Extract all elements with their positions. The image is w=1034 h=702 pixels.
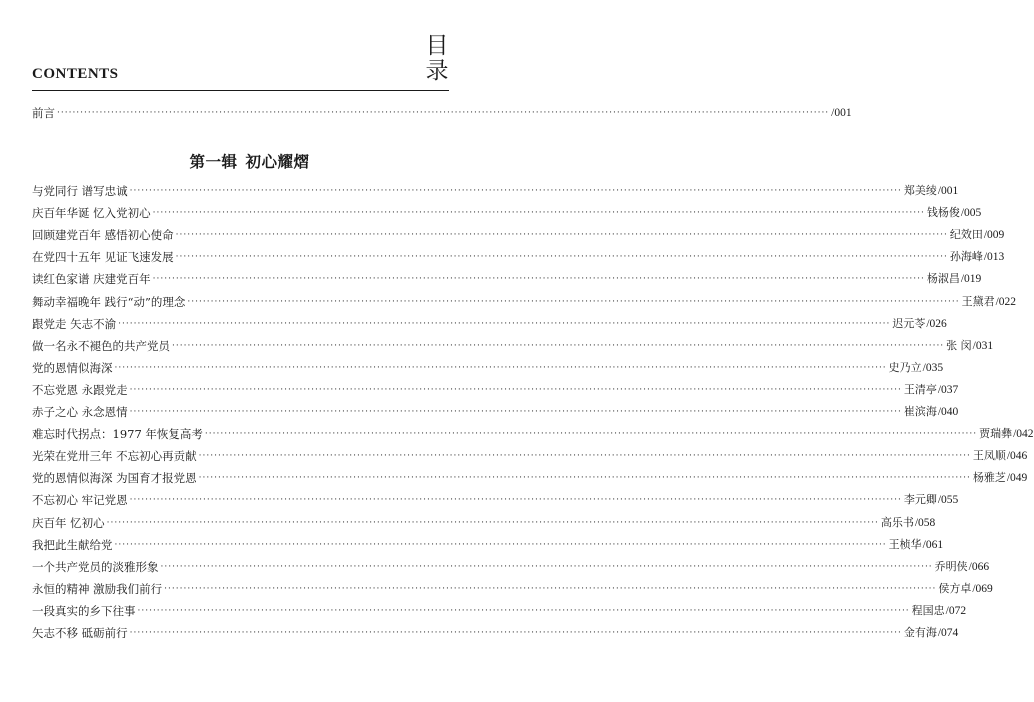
- toc-entry-title: 一段真实的乡下往事: [32, 603, 136, 618]
- toc-entry-title: 庆百年华诞 忆入党初心: [32, 206, 151, 221]
- toc-entry[interactable]: [32, 598, 967, 618]
- toc-entry[interactable]: [32, 355, 944, 375]
- toc-entry-author: 纪效田: [949, 228, 983, 242]
- toc-entry[interactable]: [32, 377, 959, 397]
- leader-dots: ········································································································································································································: [114, 362, 887, 373]
- leader-dots: ········································································································································································································: [129, 186, 902, 196]
- toc-entry-page: /069: [972, 582, 993, 595]
- toc-entry[interactable]: [32, 399, 959, 419]
- toc-entry-title: 我把此生献给党: [32, 537, 113, 552]
- toc-entry[interactable]: [32, 333, 994, 353]
- toc-entry-author: 杨淑昌: [926, 272, 960, 286]
- toc-entry-title: 庆百年 忆初心: [32, 515, 105, 530]
- toc-entry-author: 孙海峰: [949, 250, 983, 264]
- toc-entry[interactable]: [32, 554, 990, 574]
- toc-entry-page: /072: [945, 604, 967, 617]
- section-name: 初心耀熠: [245, 152, 310, 171]
- toc-entry[interactable]: [32, 465, 1028, 486]
- toc-entry[interactable]: [32, 289, 1017, 309]
- toc-entry[interactable]: [32, 311, 947, 331]
- leader-dots: ········································································································································································································: [204, 429, 978, 440]
- toc-entry-title: 在党四十五年 见证飞速发展: [32, 250, 174, 265]
- toc-entry-page: /031: [972, 339, 994, 352]
- leader-dots: ········································································································································································································: [198, 473, 971, 484]
- toc-entry-preface[interactable]: [32, 100, 852, 120]
- section-heading: [0, 150, 499, 172]
- toc-entry[interactable]: [32, 200, 982, 221]
- toc-entry-author: 金有海: [903, 626, 937, 639]
- toc-entry-title: 赤子之心 永念恩情: [32, 405, 128, 419]
- leader-dots: ········································································································································································································: [118, 318, 891, 329]
- leader-dots: ········································································································································································································: [198, 451, 971, 462]
- leader-dots: ········································································································································································································: [57, 108, 830, 118]
- leader-dots: ········································································································································································································: [172, 340, 945, 351]
- toc-entry-author: 侯方卓: [938, 581, 972, 595]
- toc-entry-author: 程国忠: [911, 603, 945, 617]
- toc-entry-title: 回顾建党百年 感悟初心使命: [32, 228, 174, 243]
- toc-entry-page: /037: [937, 383, 959, 396]
- toc-entry-title: 不忘初心 牢记党恩: [32, 493, 128, 508]
- toc-entry[interactable]: [32, 244, 1005, 265]
- toc-entry-author: 史乃立: [888, 360, 922, 374]
- toc-entry[interactable]: [32, 222, 1005, 243]
- toc-entry-author: 王桢华: [888, 537, 922, 551]
- leader-dots: ········································································································································································································: [129, 407, 902, 417]
- toc-entry-author: 钱杨俊: [926, 206, 960, 220]
- toc-entry-page: /013: [983, 251, 1005, 264]
- toc-entry-page: /022: [995, 295, 1017, 308]
- section-volume: 第一辑: [189, 152, 238, 171]
- leader-dots: ········································································································································································································: [175, 230, 948, 241]
- toc-entry-page: /061: [922, 538, 944, 551]
- toc-entry-page: /001: [937, 185, 959, 197]
- leader-dots: ········································································································································································································: [164, 583, 937, 594]
- leader-dots: ········································································································································································································: [106, 517, 879, 528]
- toc-entry-page: /040: [937, 406, 959, 418]
- toc-entry-author: 郑美绫: [903, 184, 937, 197]
- toc-entry-page: /046: [1006, 450, 1028, 463]
- toc-entry-title: 一个共产党员的淡雅形象: [32, 559, 159, 574]
- toc-entry-page: /058: [914, 516, 936, 529]
- toc-entry-page: /001: [831, 107, 852, 119]
- toc-entry[interactable]: [32, 443, 1028, 464]
- leader-dots: ········································································································································································································: [137, 605, 910, 616]
- leader-dots: ········································································································································································································: [160, 561, 933, 572]
- toc-entry-title: 永恒的精神 激励我们前行: [32, 581, 163, 596]
- toc-entry[interactable]: [32, 421, 1034, 442]
- toc-entry-page: /005: [960, 207, 982, 220]
- toc-entry[interactable]: [32, 576, 993, 596]
- toc-entry-title: 矢志不移 砥砺前行: [32, 626, 128, 640]
- leader-dots: ········································································································································································································: [152, 208, 925, 219]
- toc-entry-author: 王黛君: [961, 294, 995, 308]
- toc-entry-author: 贾瑞彝: [979, 427, 1013, 441]
- toc-entry[interactable]: [32, 532, 944, 552]
- toc-entry-author: 高乐书: [880, 515, 914, 529]
- toc-entry-page: /066: [968, 560, 990, 573]
- toc-entry-author: 王清亭: [903, 382, 937, 396]
- toc-entry-title: 跟党走 矢志不渝: [32, 316, 117, 331]
- mulu-heading: [424, 34, 450, 84]
- mulu-char-mu: 目: [425, 33, 449, 59]
- toc-entry-author: 张 闵: [946, 338, 972, 352]
- mulu-char-lu: 录: [425, 58, 449, 84]
- toc-entry-author: 杨雅芝: [972, 471, 1006, 485]
- contents-heading: CONTENTS: [32, 66, 119, 82]
- toc-entry-author: 乔明侠: [934, 559, 968, 573]
- header-rule: [32, 90, 449, 91]
- toc-entry-page: /074: [937, 627, 959, 639]
- toc-entry-title: 不忘党恩 永跟党走: [32, 382, 128, 397]
- toc-entry-page: /042: [1013, 428, 1034, 441]
- leader-dots: ········································································································································································································: [187, 296, 960, 307]
- toc-entry[interactable]: [32, 510, 936, 530]
- toc-entry[interactable]: [32, 266, 982, 287]
- leader-dots: ········································································································································································································: [152, 274, 925, 285]
- toc-entry[interactable]: [32, 178, 959, 198]
- toc-entry-title: 党的恩情似海深: [32, 360, 113, 375]
- toc-entry-page: /009: [983, 229, 1005, 242]
- toc-entry-author: 王凤顺: [972, 449, 1006, 463]
- toc-entry-title: 党的恩情似海深 为国育才报党恩: [32, 471, 197, 486]
- toc-entry-page: /055: [937, 494, 959, 507]
- toc-entry-title: 做一名永不褪色的共产党员: [32, 338, 170, 353]
- toc-entry-page: /049: [1006, 472, 1028, 485]
- toc-entry-title: 读红色家谱 庆建党百年: [32, 272, 151, 287]
- toc-entry-page: /026: [926, 317, 947, 330]
- toc-entry-author: 迟元苓: [892, 316, 926, 330]
- toc-entry-title: 与党同行 谱写忠诚: [32, 184, 128, 198]
- toc-entry-author: 李元卿: [903, 493, 937, 507]
- toc-entry-title: 难忘时代拐点：1977 年恢复高考: [32, 427, 203, 442]
- toc-entry-page: /035: [922, 361, 944, 374]
- leader-dots: ········································································································································································································: [129, 384, 902, 395]
- toc-entry-page: /019: [960, 273, 982, 286]
- toc-entry[interactable]: [32, 620, 959, 640]
- toc-entry-title: 舞动幸福晚年 践行“动”的理念: [32, 294, 186, 309]
- leader-dots: ········································································································································································································: [175, 252, 948, 263]
- toc-entry-title: 光荣在党卅三年 不忘初心再贡献: [32, 449, 197, 464]
- leader-dots: ········································································································································································································: [129, 495, 902, 506]
- leader-dots: ········································································································································································································: [114, 539, 887, 550]
- toc-entry[interactable]: [32, 487, 959, 508]
- toc-entry-author: 崔滨海: [903, 405, 937, 418]
- toc-entry-title: 前言: [32, 106, 55, 120]
- leader-dots: ········································································································································································································: [129, 628, 902, 638]
